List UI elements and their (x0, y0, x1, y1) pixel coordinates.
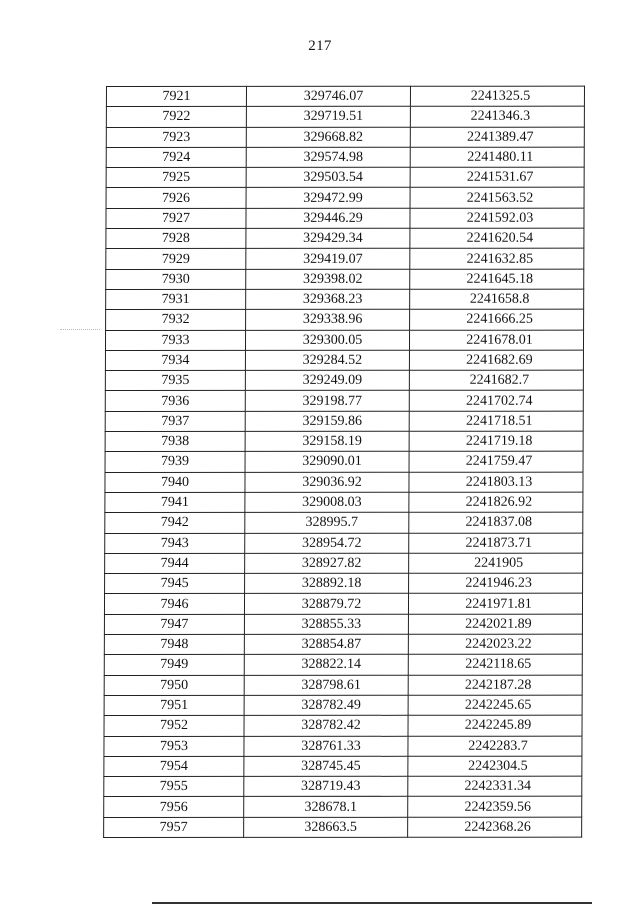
table-row (104, 776, 582, 797)
table-row (104, 736, 582, 757)
x-coordinate-cell: 329429.34 (246, 228, 410, 248)
table-row (104, 756, 582, 777)
point-id-cell: 7938 (105, 431, 245, 451)
y-coordinate-cell: 2241592.03 (410, 208, 584, 228)
y-coordinate-cell: 2241389.47 (410, 127, 584, 147)
table-row (106, 309, 584, 330)
point-id-cell: 7930 (106, 269, 246, 289)
x-coordinate-cell: 328761.33 (244, 736, 408, 756)
point-id-cell: 7924 (106, 147, 246, 167)
y-coordinate-cell: 2241826.92 (409, 492, 583, 512)
y-coordinate-cell: 2241620.54 (410, 228, 584, 248)
table-row (105, 472, 583, 493)
point-id-cell: 7942 (105, 513, 245, 533)
x-coordinate-cell: 329472.99 (246, 188, 410, 208)
point-id-cell: 7935 (105, 371, 245, 391)
table-row (104, 634, 582, 655)
x-coordinate-cell: 328782.42 (244, 715, 408, 735)
point-id-cell: 7927 (106, 208, 246, 228)
table-row (104, 797, 582, 818)
table-row (106, 86, 584, 107)
table-row (105, 411, 583, 432)
y-coordinate-cell: 2242021.89 (408, 614, 582, 634)
page-number: 217 (308, 38, 332, 54)
y-coordinate-cell: 2242245.65 (408, 695, 582, 715)
y-coordinate-cell: 2241480.11 (410, 147, 584, 167)
x-coordinate-cell: 329159.86 (245, 411, 409, 431)
point-id-cell: 7948 (104, 634, 244, 654)
x-coordinate-cell: 329338.96 (246, 310, 410, 330)
y-coordinate-cell: 2242023.22 (408, 634, 582, 654)
table-row (105, 391, 583, 412)
y-coordinate-cell: 2241325.5 (410, 86, 584, 106)
y-coordinate-cell: 2241946.23 (409, 573, 583, 593)
x-coordinate-cell: 328663.5 (244, 817, 408, 837)
y-coordinate-cell: 2241702.74 (409, 391, 583, 411)
point-id-cell: 7925 (106, 168, 246, 188)
table-row (105, 452, 583, 473)
point-id-cell: 7932 (106, 310, 246, 330)
x-coordinate-cell: 328822.14 (244, 655, 408, 675)
point-id-cell: 7922 (106, 107, 246, 127)
table-row (105, 553, 583, 574)
y-coordinate-cell: 2241666.25 (410, 309, 584, 329)
point-id-cell: 7921 (106, 86, 246, 106)
x-coordinate-cell: 329446.29 (246, 208, 410, 228)
y-coordinate-cell: 2241678.01 (409, 330, 583, 350)
table-row (106, 147, 584, 168)
y-coordinate-cell: 2241718.51 (409, 411, 583, 431)
y-coordinate-cell: 2241682.7 (409, 370, 583, 390)
table-row (104, 675, 582, 696)
table-row (106, 228, 584, 249)
bottom-rule (152, 902, 592, 904)
table-row (104, 594, 582, 615)
x-coordinate-cell: 328678.1 (244, 797, 408, 817)
point-id-cell: 7944 (105, 553, 245, 573)
point-id-cell: 7934 (105, 350, 245, 370)
y-coordinate-cell: 2241759.47 (409, 452, 583, 472)
y-coordinate-cell: 2242304.5 (408, 756, 582, 776)
x-coordinate-cell: 328995.7 (245, 513, 409, 533)
point-id-cell: 7936 (105, 391, 245, 411)
table-row (105, 330, 583, 351)
x-coordinate-cell: 329503.54 (246, 167, 410, 187)
x-coordinate-cell: 329158.19 (245, 431, 409, 451)
table-row (104, 654, 582, 675)
table-row (105, 350, 583, 371)
table-row (104, 695, 582, 716)
y-coordinate-cell: 2241719.18 (409, 431, 583, 451)
point-id-cell: 7923 (106, 127, 246, 147)
point-id-cell: 7931 (106, 289, 246, 309)
table-row (104, 715, 582, 736)
y-coordinate-cell: 2241346.3 (410, 106, 584, 126)
x-coordinate-cell: 329008.03 (245, 492, 409, 512)
coordinates-table-body (104, 86, 585, 837)
y-coordinate-cell: 2241971.81 (408, 594, 582, 614)
x-coordinate-cell: 328782.49 (244, 695, 408, 715)
point-id-cell: 7954 (104, 756, 244, 776)
table-row (105, 370, 583, 391)
point-id-cell: 7928 (106, 228, 246, 248)
table-row (105, 431, 583, 452)
x-coordinate-cell: 329249.09 (245, 370, 409, 390)
y-coordinate-cell: 2242368.26 (408, 817, 582, 837)
table-row (104, 614, 582, 635)
x-coordinate-cell: 328879.72 (244, 594, 408, 614)
x-coordinate-cell: 328854.87 (244, 634, 408, 654)
y-coordinate-cell: 2242245.89 (408, 715, 582, 735)
x-coordinate-cell: 328719.43 (244, 776, 408, 796)
x-coordinate-cell: 328798.61 (244, 675, 408, 695)
y-coordinate-cell: 2241632.85 (410, 249, 584, 269)
y-coordinate-cell: 2241531.67 (410, 167, 584, 187)
table-row (105, 492, 583, 513)
point-id-cell: 7926 (106, 188, 246, 208)
y-coordinate-cell: 2242187.28 (408, 675, 582, 695)
table-row (106, 127, 584, 148)
x-coordinate-cell: 329300.05 (245, 330, 409, 350)
x-coordinate-cell: 329090.01 (245, 452, 409, 472)
table-row (105, 512, 583, 533)
y-coordinate-cell: 2241682.69 (409, 350, 583, 370)
y-coordinate-cell: 2241803.13 (409, 472, 583, 492)
scan-artifact (60, 329, 100, 331)
y-coordinate-cell: 2241905 (409, 553, 583, 573)
x-coordinate-cell: 329398.02 (246, 269, 410, 289)
x-coordinate-cell: 329746.07 (246, 86, 410, 106)
point-id-cell: 7943 (105, 533, 245, 553)
x-coordinate-cell: 328745.45 (244, 756, 408, 776)
x-coordinate-cell: 329198.77 (245, 391, 409, 411)
y-coordinate-cell: 2241563.52 (410, 188, 584, 208)
table-row (105, 573, 583, 594)
point-id-cell: 7949 (104, 655, 244, 675)
y-coordinate-cell: 2242118.65 (408, 654, 582, 674)
table-row (106, 106, 584, 127)
point-id-cell: 7939 (105, 452, 245, 472)
point-id-cell: 7937 (105, 411, 245, 431)
x-coordinate-cell: 328892.18 (245, 573, 409, 593)
point-id-cell: 7951 (104, 695, 244, 715)
coordinates-table (103, 86, 585, 838)
x-coordinate-cell: 329284.52 (245, 350, 409, 370)
point-id-cell: 7947 (104, 614, 244, 634)
y-coordinate-cell: 2241645.18 (410, 269, 584, 289)
x-coordinate-cell: 329668.82 (246, 127, 410, 147)
point-id-cell: 7941 (105, 492, 245, 512)
point-id-cell: 7946 (104, 594, 244, 614)
table-row (105, 533, 583, 554)
point-id-cell: 7929 (106, 249, 246, 269)
table-row (104, 817, 582, 838)
x-coordinate-cell: 329368.23 (246, 289, 410, 309)
point-id-cell: 7950 (104, 675, 244, 695)
table-row (106, 249, 584, 270)
point-id-cell: 7945 (105, 574, 245, 594)
x-coordinate-cell: 329036.92 (245, 472, 409, 492)
x-coordinate-cell: 329419.07 (246, 249, 410, 269)
y-coordinate-cell: 2241873.71 (409, 533, 583, 553)
point-id-cell: 7955 (104, 777, 244, 797)
x-coordinate-cell: 328927.82 (245, 553, 409, 573)
y-coordinate-cell: 2241837.08 (409, 512, 583, 532)
table-row (106, 208, 584, 229)
point-id-cell: 7952 (104, 716, 244, 736)
x-coordinate-cell: 329574.98 (246, 147, 410, 167)
x-coordinate-cell: 329719.51 (246, 107, 410, 127)
y-coordinate-cell: 2242331.34 (408, 776, 582, 796)
y-coordinate-cell: 2241658.8 (410, 289, 584, 309)
table-row (106, 269, 584, 290)
coordinates-table-wrapper (103, 86, 585, 838)
point-id-cell: 7940 (105, 472, 245, 492)
y-coordinate-cell: 2242359.56 (408, 797, 582, 817)
x-coordinate-cell: 328954.72 (245, 533, 409, 553)
point-id-cell: 7957 (104, 817, 244, 837)
point-id-cell: 7933 (105, 330, 245, 350)
table-row (106, 188, 584, 209)
y-coordinate-cell: 2242283.7 (408, 736, 582, 756)
point-id-cell: 7956 (104, 797, 244, 817)
table-row (106, 167, 584, 188)
x-coordinate-cell: 328855.33 (244, 614, 408, 634)
point-id-cell: 7953 (104, 736, 244, 756)
table-row (106, 289, 584, 310)
